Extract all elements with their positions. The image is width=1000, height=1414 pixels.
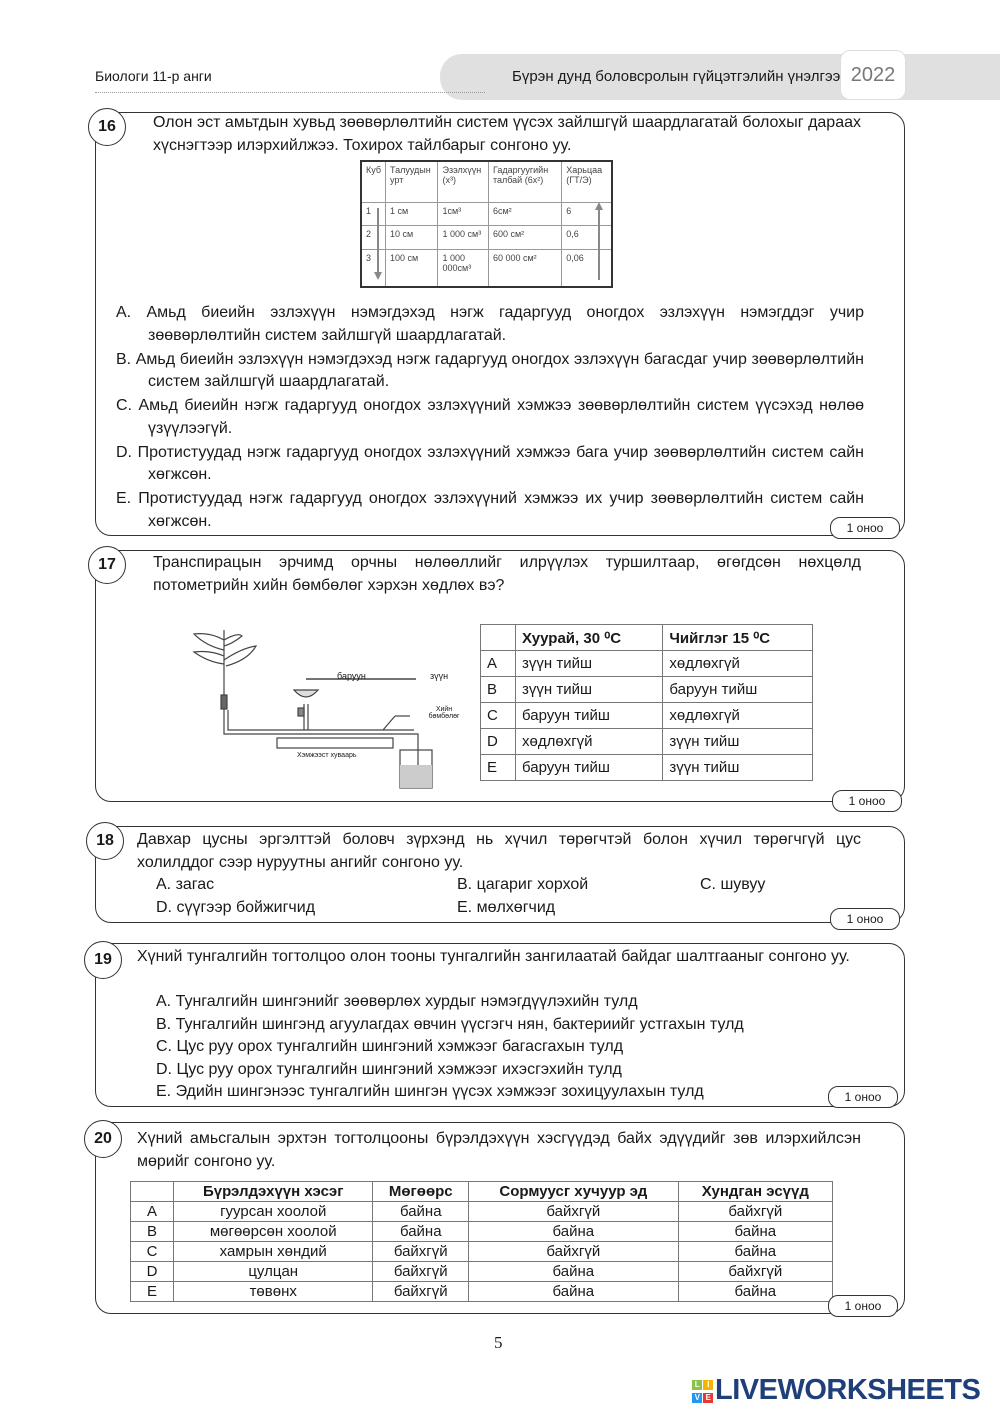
table-cell: 6см² — [488, 203, 561, 226]
table-cell: 100 см — [386, 249, 438, 287]
table-cell: 60 000 см² — [488, 249, 561, 287]
respiratory-tissue-table — [130, 1181, 833, 1302]
table-cell: B — [131, 1222, 174, 1242]
year-badge: 2022 — [840, 50, 906, 100]
direction-left-label: зүүн — [430, 671, 449, 681]
table-cell: мөгөөрсөн хоолой — [174, 1222, 373, 1242]
table-row — [481, 651, 813, 677]
table-cell: E — [481, 755, 516, 781]
table-cell: 0,6 — [562, 226, 612, 249]
question-text: Олон эст амьтдын хувьд зөөвөрлөлтийн систем үүсэх зайлшгүй шаардлагатай болохыг дараах хүснэгтээр илэрхийлжээ. Тохирох тайлбарыг сонгоно уу. — [153, 114, 861, 154]
table-row — [481, 755, 813, 781]
page-number: 5 — [494, 1333, 503, 1352]
option-c[interactable]: C. Цус руу орох тунгалгийн шингэний хэмжээг багасгахын тулд — [156, 1038, 624, 1055]
table-cell: 1 — [361, 203, 386, 226]
column-header — [481, 625, 516, 651]
table-cell: 1см³ — [438, 203, 488, 226]
column-header: Харьцаа (ГТ/Э) — [562, 161, 612, 203]
table-cell: байхгүй — [469, 1242, 678, 1262]
score-badge: 1 оноо — [830, 908, 900, 930]
column-header: Чийглэг 15 ⁰C — [663, 625, 813, 651]
column-header: Талуудын урт — [386, 161, 438, 203]
score-badge: 1 оноо — [832, 790, 902, 812]
exam-title: Бүрэн дунд боловсролын гүйцэтгэлийн үнэлгээ — [512, 68, 841, 85]
table-cell: 600 см² — [488, 226, 561, 249]
table-row — [131, 1202, 833, 1222]
table-header-row — [131, 1182, 833, 1202]
column-header: Гадаргуугийн талбай (6x²) — [488, 161, 561, 203]
logo-text: LIVEWORKSHEETS — [715, 1374, 981, 1406]
table-row — [131, 1262, 833, 1282]
option-c[interactable]: C. шувуу — [700, 876, 766, 893]
table-cell: байна — [678, 1282, 832, 1302]
header-divider — [95, 92, 485, 93]
option-b[interactable]: B. Тунгалгийн шингэнд агуулагдах өвчин үүсгэгч нян, бактериийг устгахын тулд — [156, 1015, 744, 1033]
table-cell: хөдлөхгүй — [663, 703, 813, 729]
table-cell: зүүн тийш — [663, 755, 813, 781]
column-header: Сормуусг хучуур эд — [469, 1182, 678, 1202]
table-cell: байна — [469, 1262, 678, 1282]
column-header: Бүрэлдэхүүн хэсэг — [174, 1182, 373, 1202]
question-number: 16 — [88, 108, 126, 146]
table-row — [131, 1282, 833, 1302]
score-badge: 1 оноо — [830, 517, 900, 539]
question-text: Транспирацын эрчимд орчны нөлөөллийг илрүүлэх туршилтаар, өгөгдсөн нөхцөлд потометрийн хийн бөмбөлөг хэрхэн хөдлөх вэ? — [153, 554, 861, 594]
table-cell: гуурсан хоолой — [174, 1202, 373, 1222]
table-cell: E — [131, 1282, 174, 1302]
column-header — [131, 1182, 174, 1202]
table-cell: төвөнх — [174, 1282, 373, 1302]
column-header: Мөгөөрс — [373, 1182, 469, 1202]
table-cell: байхгүй — [678, 1262, 832, 1282]
column-header: Хундган эсүүд — [678, 1182, 832, 1202]
liveworksheets-logo[interactable] — [692, 1374, 980, 1407]
table-cell: байна — [678, 1222, 832, 1242]
table-cell: баруун тийш — [516, 703, 663, 729]
logo-tile: L — [692, 1380, 702, 1390]
table-cell: 6 — [562, 203, 612, 226]
direction-right-label: баруун — [337, 671, 366, 681]
table-cell: C — [131, 1242, 174, 1262]
table-cell: хөдлөхгүй — [516, 729, 663, 755]
table-cell: байхгүй — [373, 1282, 469, 1302]
table-cell: байна — [373, 1222, 469, 1242]
table-cell: B — [481, 677, 516, 703]
column-header: Куб — [361, 161, 386, 203]
potometer-diagram — [180, 620, 470, 790]
table-cell: байхгүй — [373, 1262, 469, 1282]
question-number: 18 — [86, 822, 124, 860]
table-cell: D — [131, 1262, 174, 1282]
table-row — [131, 1242, 833, 1262]
question-text: Хүний амьсгалын эрхтэн тогтолцооны бүрэлдэхүүн хэсгүүдэд байх эдүүдийг зөв илэрхийлсэн мөрийг сонгоно уу. — [137, 1130, 861, 1170]
air-bubble-label: Хийн бөмбөлөг — [428, 706, 460, 720]
table-cell: цулцан — [174, 1262, 373, 1282]
table-cell: хамрын хөндий — [174, 1242, 373, 1262]
option-d[interactable]: D. Цус руу орох тунгалгийн шингэний хэмжээг ихэсгэхийн тулд — [156, 1060, 622, 1078]
table-cell: байна — [469, 1282, 678, 1302]
trend-arrows — [360, 160, 613, 288]
question-number: 17 — [88, 546, 126, 584]
subject-label: Биологи 11-р анги — [95, 68, 212, 84]
bubble-movement-table — [480, 624, 813, 781]
option-d[interactable]: D. сүүгээр бойжигчид — [156, 899, 316, 916]
option-d[interactable]: D. Протистуудад нэгж гадаргууд оногдох эзлэхүүний хэмжээ бага учир зөөвөрлөлтийн систем сайн хөгжсөн. — [116, 443, 864, 483]
table-cell: байна — [469, 1222, 678, 1242]
table-row — [481, 677, 813, 703]
table-cell: баруун тийш — [663, 677, 813, 703]
option-c[interactable]: C. Амьд биеийн нэгж гадаргууд оногдох эзлэхүүний хэмжээ зөөвөрлөлтийн систем үүсэхэд нөлөө үзүүлээгүй. — [116, 397, 864, 437]
option-a[interactable]: A. Тунгалгийн шингэнийг зөөвөрлөх хурдыг нэмэгдүүлэхийн тулд — [156, 993, 638, 1010]
option-b[interactable]: B. цагариг хорхой — [457, 876, 589, 893]
question-number: 19 — [84, 941, 122, 979]
table-cell: 0,06 — [562, 249, 612, 287]
table-row — [481, 703, 813, 729]
table-cell: D — [481, 729, 516, 755]
option-e[interactable]: E. Эдийн шингэнээс тунгалгийн шингэн үүсэх хэмжээг зохицуулахын тулд — [156, 1083, 704, 1100]
question-text: Давхар цусны эргэлттэй боловч зүрхэнд нь хүчил төрөгчтэй болон хүчил төрөгчгүй цус холилддог сээр нуруутны ангийг сонгоно уу. — [137, 831, 861, 871]
table-cell: A — [131, 1202, 174, 1222]
table-cell: байхгүй — [469, 1202, 678, 1222]
logo-tile: V — [692, 1393, 702, 1403]
score-badge: 1 оноо — [828, 1086, 898, 1108]
table-cell: A — [481, 651, 516, 677]
table-cell: 1 000 000см³ — [438, 249, 488, 287]
table-row — [481, 729, 813, 755]
table-cell: 10 см — [386, 226, 438, 249]
table-header-row — [481, 625, 813, 651]
table-row — [131, 1222, 833, 1242]
table-cell: 1 см — [386, 203, 438, 226]
column-header: Хуурай, 30 ⁰C — [516, 625, 663, 651]
question-number: 20 — [84, 1120, 122, 1158]
table-cell: хөдлөхгүй — [663, 651, 813, 677]
table-cell: 3 — [361, 249, 386, 287]
score-badge: 1 оноо — [828, 1295, 898, 1317]
table-cell: 2 — [361, 226, 386, 249]
option-b[interactable]: B. Амьд биеийн эзлэхүүн нэмэгдэхэд нэгж гадаргууд оногдох эзлэхүүн багасдаг учир зөөвөрлөлтийн систем зайлшгүй шаардлагатай. — [116, 350, 864, 390]
table-cell: 1 000 см³ — [438, 226, 488, 249]
table-cell: зүүн тийш — [516, 651, 663, 677]
table-cell: байхгүй — [373, 1242, 469, 1262]
table-cell: байхгүй — [678, 1202, 832, 1222]
option-e[interactable]: E. мөлхөгчид — [457, 899, 556, 916]
table-cell: байна — [678, 1242, 832, 1262]
option-e[interactable]: E. Протистуудад нэгж гадаргууд оногдох эзлэхүүний хэмжээ их учир зөөвөрлөлтийн систем сайн хөгжсөн. — [116, 490, 864, 530]
table-cell: C — [481, 703, 516, 729]
table-cell: баруун тийш — [516, 755, 663, 781]
logo-tile: E — [703, 1393, 713, 1403]
logo-tile: I — [703, 1380, 713, 1390]
table-cell: зүүн тийш — [516, 677, 663, 703]
table-cell: зүүн тийш — [663, 729, 813, 755]
scale-label: Хэмжээст хуваарь — [297, 752, 357, 759]
table-cell: байна — [373, 1202, 469, 1222]
option-a[interactable]: A. Амьд биеийн эзлэхүүн нэмэгдэхэд нэгж гадаргууд оногдох эзлэхүүн нэмэгддэг учир зөөвөрлөлтийн систем зайлшгүй шаардлагатай. — [116, 304, 864, 344]
column-header: Эзэлхүүн (x³) — [438, 161, 488, 203]
question-text: Хүний тунгалгийн тогтолцоо олон тооны тунгалгийн зангилаатай байдаг шалтгааныг сонгоно уу. — [137, 948, 850, 965]
option-a[interactable]: A. загас — [156, 876, 215, 893]
